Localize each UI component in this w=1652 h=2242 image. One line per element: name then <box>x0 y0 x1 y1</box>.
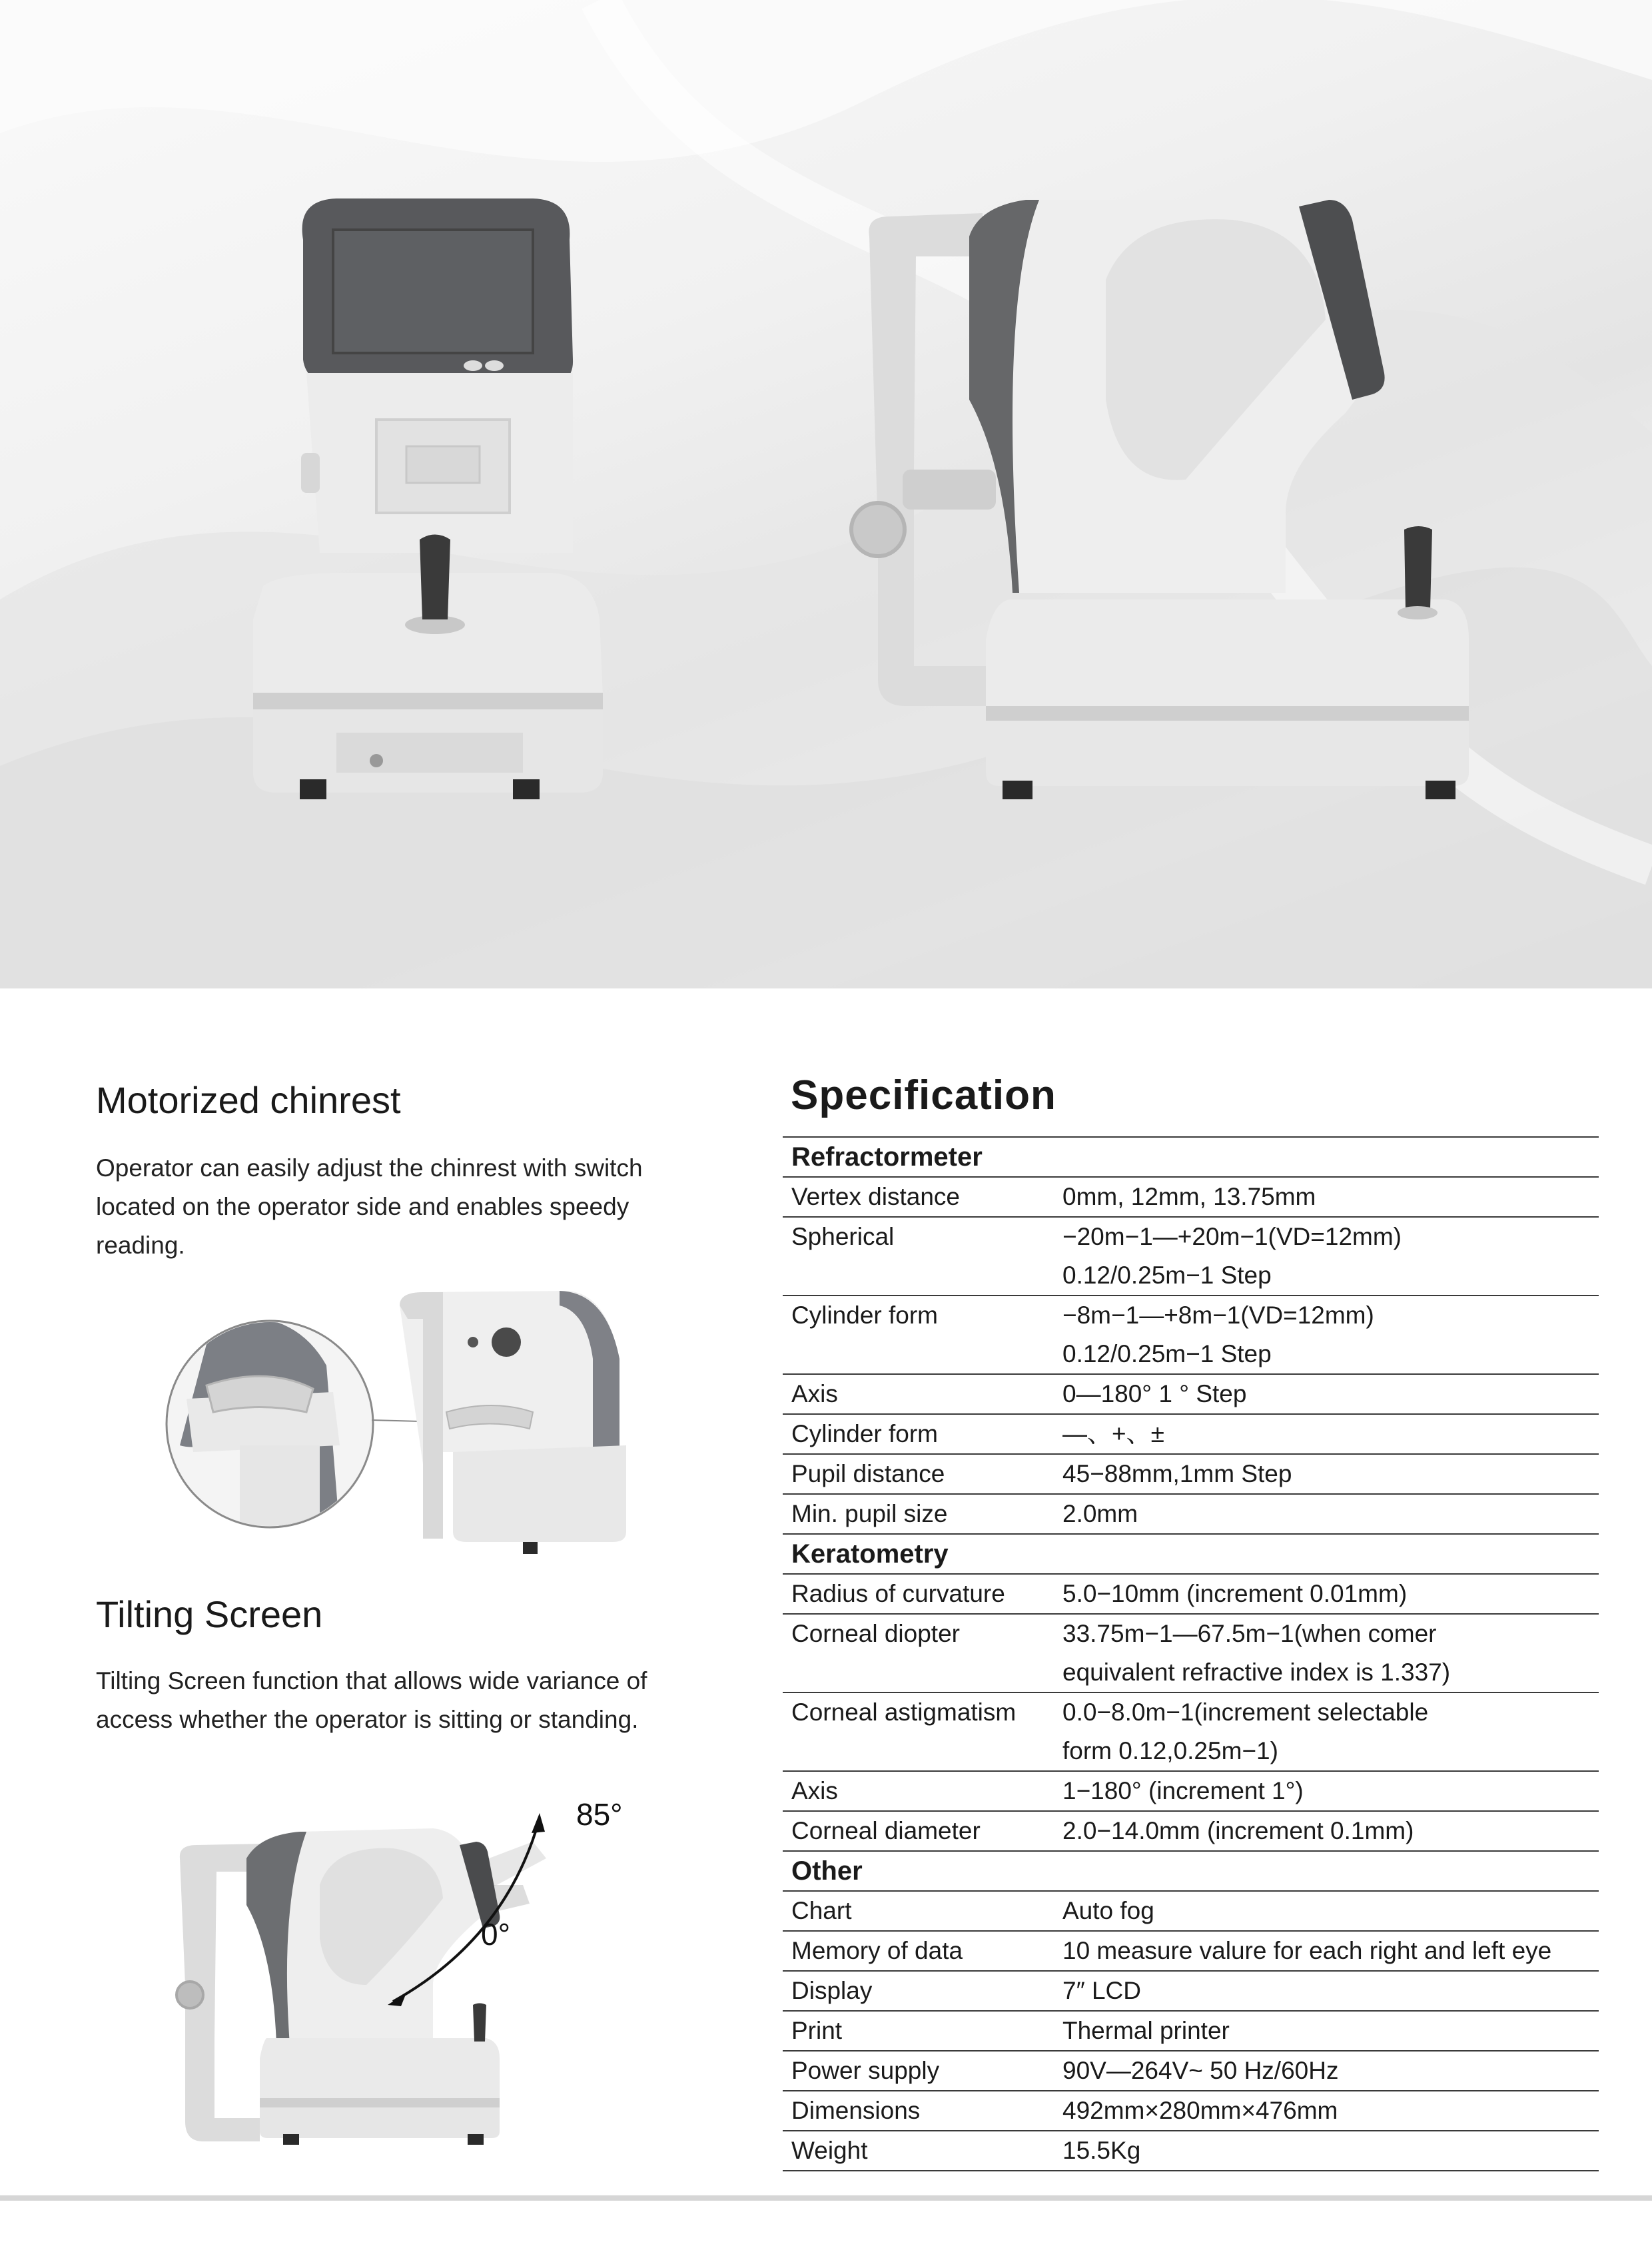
spec-value <box>1054 1454 1599 1494</box>
spec-value-line: 15.5Kg <box>1062 2137 1141 2164</box>
spec-value <box>1054 1811 1599 1851</box>
spec-value <box>1054 1771 1599 1811</box>
bottom-divider <box>0 2195 1652 2201</box>
spec-row <box>783 1771 1599 1811</box>
spec-value <box>1054 1374 1599 1414</box>
spec-row <box>783 1692 1599 1771</box>
spec-title: Specification <box>791 1072 1056 1118</box>
spec-label: Display <box>783 1971 1054 2011</box>
text-line: Tilting Screen function that allows wide variance of <box>96 1667 647 1694</box>
spec-row <box>783 1931 1599 1971</box>
spec-label: Power supply <box>783 2051 1054 2091</box>
tilt-min-angle-label: 0° <box>481 1917 510 1952</box>
spec-row <box>783 2131 1599 2171</box>
spec-value <box>1054 1971 1599 2011</box>
spec-row <box>783 2011 1599 2051</box>
spec-value-line: 45−88mm,1mm Step <box>1062 1460 1292 1487</box>
spec-value-line: 33.75m−1—67.5m−1(when comer <box>1062 1620 1437 1647</box>
spec-section-name: Other <box>783 1851 1599 1891</box>
spec-value <box>1054 1414 1599 1454</box>
spec-value-line: 0mm, 12mm, 13.75mm <box>1062 1183 1316 1210</box>
tilt-max-angle-label: 85° <box>576 1797 623 1832</box>
spec-label: Axis <box>783 1374 1054 1414</box>
spec-label: Min. pupil size <box>783 1494 1054 1534</box>
chinrest-illustration <box>160 1279 639 1559</box>
spec-row <box>783 1374 1599 1414</box>
hero-background <box>0 0 1652 988</box>
spec-row <box>783 1454 1599 1494</box>
spec-row <box>783 1614 1599 1692</box>
spec-row <box>783 1414 1599 1454</box>
spec-row <box>783 1177 1599 1217</box>
spec-label: Corneal astigmatism <box>783 1692 1054 1771</box>
text-line: Operator can easily adjust the chinrest with switch <box>96 1154 643 1182</box>
spec-label: Axis <box>783 1771 1054 1811</box>
spec-label: Pupil distance <box>783 1454 1054 1494</box>
spec-value <box>1054 1614 1599 1692</box>
spec-value-line: 7″ LCD <box>1062 1977 1141 2004</box>
spec-section-header <box>783 1534 1599 1574</box>
spec-row <box>783 1811 1599 1851</box>
spec-value <box>1054 2091 1599 2131</box>
text-line: reading. <box>96 1232 185 1259</box>
spec-label: Chart <box>783 1891 1054 1931</box>
feature-description-tilting-screen <box>96 1662 711 1739</box>
spec-row <box>783 1494 1599 1534</box>
spec-label: Radius of curvature <box>783 1574 1054 1614</box>
spec-value-line: 10 measure valure for each right and left eye <box>1062 1937 1552 1964</box>
spec-row <box>783 2091 1599 2131</box>
spec-label: Vertex distance <box>783 1177 1054 1217</box>
spec-value <box>1054 1217 1599 1296</box>
spec-section-header <box>783 1138 1599 1177</box>
spec-value-line: Auto fog <box>1062 1897 1154 1924</box>
spec-value <box>1054 2051 1599 2091</box>
spec-section-header <box>783 1851 1599 1891</box>
spec-section-name: Keratometry <box>783 1534 1599 1574</box>
spec-label: Corneal diameter <box>783 1811 1054 1851</box>
spec-value-line: 0—180° 1 ° Step <box>1062 1380 1247 1407</box>
spec-table <box>783 1138 1599 2171</box>
spec-label: Weight <box>783 2131 1054 2171</box>
text-line: access whether the operator is sitting or standing. <box>96 1706 639 1733</box>
spec-value-line: 2.0mm <box>1062 1500 1138 1527</box>
spec-value <box>1054 1494 1599 1534</box>
spec-value <box>1054 1931 1599 1971</box>
feature-title-tilting-screen: Tilting Screen <box>96 1593 323 1635</box>
feature-title-motorized-chinrest: Motorized chinrest <box>96 1079 401 1121</box>
spec-label: Spherical <box>783 1217 1054 1296</box>
spec-label: Print <box>783 2011 1054 2051</box>
spec-value-line: 0.12/0.25m−1 Step <box>1062 1262 1272 1289</box>
spec-value <box>1054 2011 1599 2051</box>
hero-photo <box>0 0 1652 988</box>
spec-label: Dimensions <box>783 2091 1054 2131</box>
spec-row <box>783 1971 1599 2011</box>
spec-value-line: 5.0−10mm (increment 0.01mm) <box>1062 1580 1408 1607</box>
spec-value <box>1054 1177 1599 1217</box>
spec-row <box>783 2051 1599 2091</box>
spec-row <box>783 1217 1599 1296</box>
spec-value <box>1054 2131 1599 2171</box>
spec-value-line: 492mm×280mm×476mm <box>1062 2097 1338 2124</box>
spec-value-line: −8m−1—+8m−1(VD=12mm) <box>1062 1302 1374 1329</box>
spec-row <box>783 1891 1599 1931</box>
spec-value-line: Thermal printer <box>1062 2017 1230 2044</box>
spec-value-line: 2.0−14.0mm (increment 0.1mm) <box>1062 1817 1414 1844</box>
spec-label: Memory of data <box>783 1931 1054 1971</box>
feature-description-motorized-chinrest <box>96 1149 711 1265</box>
spec-label: Cylinder form <box>783 1296 1054 1374</box>
spec-value-line: equivalent refractive index is 1.337) <box>1062 1659 1451 1686</box>
spec-value-line: form 0.12,0.25m−1) <box>1062 1737 1278 1764</box>
spec-section-name: Refractormeter <box>783 1138 1599 1177</box>
spec-row <box>783 1574 1599 1614</box>
spec-value-line: —、+、± <box>1062 1420 1164 1447</box>
spec-value <box>1054 1296 1599 1374</box>
tilting-screen-illustration <box>167 1785 666 2158</box>
spec-label: Corneal diopter <box>783 1614 1054 1692</box>
spec-row <box>783 1296 1599 1374</box>
text-line: located on the operator side and enables speedy <box>96 1193 629 1220</box>
device-front-view <box>253 198 603 799</box>
spec-value <box>1054 1692 1599 1771</box>
spec-value <box>1054 1574 1599 1614</box>
spec-value-line: 0.0−8.0m−1(increment selectable <box>1062 1698 1429 1726</box>
spec-label: Cylinder form <box>783 1414 1054 1454</box>
spec-value <box>1054 1891 1599 1931</box>
spec-value-line: 1−180° (increment 1°) <box>1062 1777 1304 1804</box>
spec-value-line: −20m−1—+20m−1(VD=12mm) <box>1062 1223 1402 1250</box>
spec-value-line: 0.12/0.25m−1 Step <box>1062 1340 1272 1367</box>
spec-value-line: 90V—264V~ 50 Hz/60Hz <box>1062 2057 1339 2084</box>
